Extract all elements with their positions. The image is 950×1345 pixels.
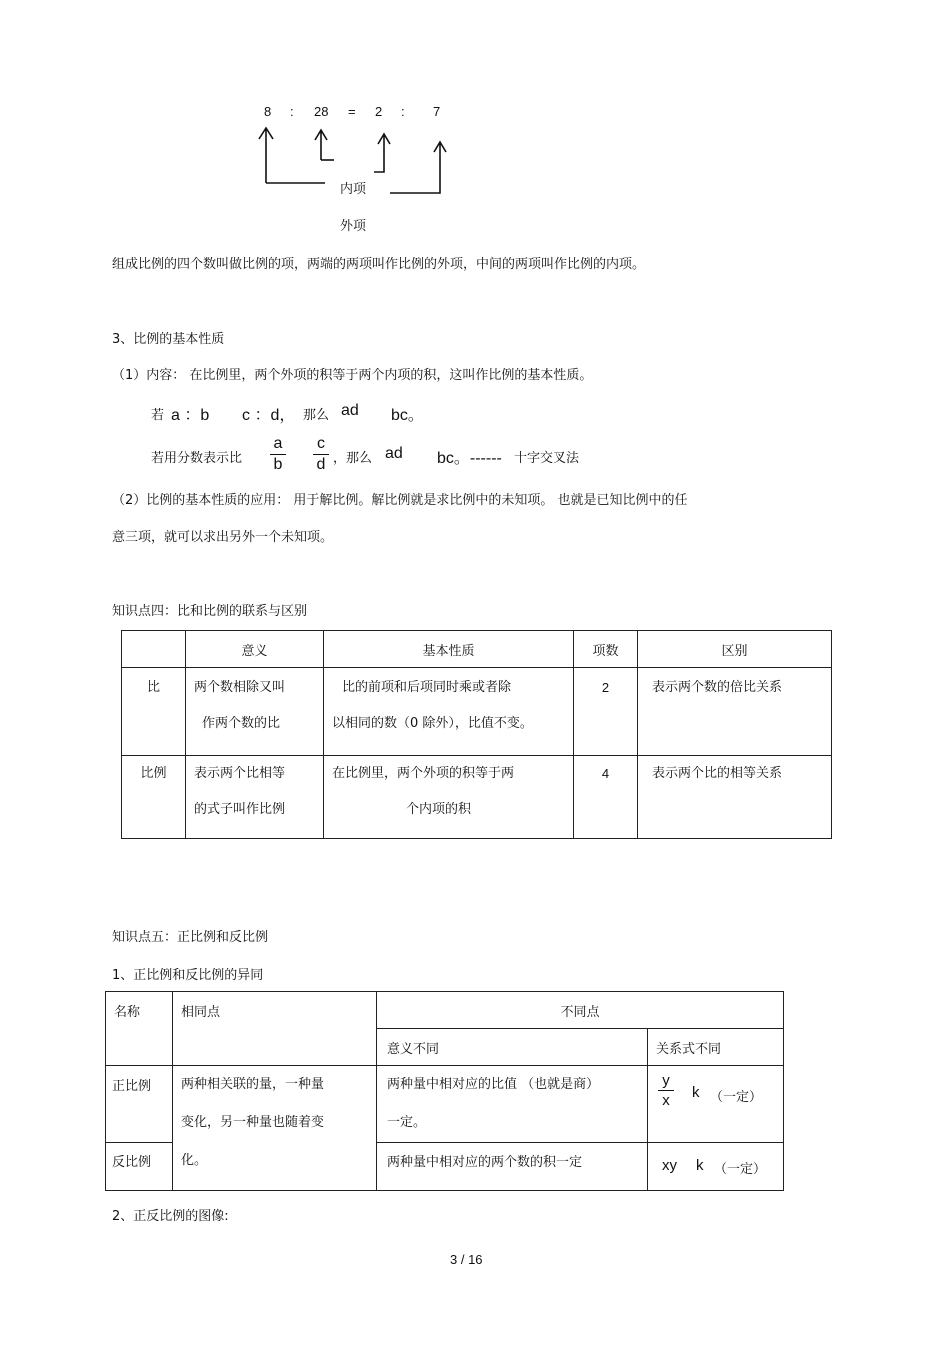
fraction-denominator: d — [316, 456, 326, 473]
diagram-term-1: 8 — [264, 104, 272, 119]
application-paragraph-line-1: （2）比例的基本性质的应用： 用于解比例。解比例就是求比例中的未知项。 也就是已知比例中的任 — [112, 493, 688, 508]
diagram-colon-2: : — [401, 104, 405, 119]
row-meaning — [186, 756, 323, 828]
table-row — [122, 756, 832, 839]
formula-k: k — [696, 1157, 704, 1174]
diagram-term-4: 7 — [433, 104, 441, 119]
row-same — [173, 1066, 377, 1191]
row-property-line: 在比例里，两个外项的积等于两 — [332, 766, 515, 781]
fraction-product-bc: bc。------ — [437, 450, 502, 467]
inner-arrow-left — [315, 130, 327, 160]
table-row — [106, 1066, 784, 1143]
fraction-lead: 若用分数表示比 — [151, 451, 243, 466]
fraction-denominator: b — [273, 456, 283, 473]
fraction-numerator: a — [273, 435, 283, 452]
fraction-bar — [270, 454, 286, 455]
meaning-line: 一定。 — [387, 1115, 427, 1130]
header-same: 相同点 — [173, 992, 377, 1066]
application-paragraph-line-2: 意三项，就可以求出另外一个未知项。 — [112, 530, 334, 545]
header-count: 项数 — [574, 631, 638, 668]
row-count: 4 — [601, 766, 610, 781]
row-difference: 表示两个比的相等关系 — [652, 766, 783, 781]
row-meaning-direct — [377, 1066, 648, 1143]
outer-arrow-right — [390, 142, 446, 193]
same-line: 变化，另一种量也随着变 — [181, 1115, 325, 1130]
row-meaning — [186, 668, 323, 742]
outer-term-label: 外项 — [340, 219, 367, 234]
product-bc: bc。 — [391, 407, 424, 424]
formula-note: （一定） — [714, 1162, 767, 1177]
row-difference: 表示两个数的倍比关系 — [652, 680, 783, 695]
row-formula-inverse — [648, 1143, 784, 1191]
row-name-direct: 正比例 — [106, 1066, 173, 1143]
kp5-subtitle-2: 2、正反比例的图像: — [112, 1209, 229, 1224]
diagram-arrows — [0, 0, 950, 240]
fraction-y-over-x — [658, 1072, 674, 1109]
row-count: 2 — [601, 680, 610, 695]
fraction-bar — [313, 454, 329, 455]
fraction-denominator: x — [662, 1092, 670, 1109]
fraction-numerator: c — [317, 435, 325, 452]
diagram-term-3: 2 — [375, 104, 383, 119]
inner-term-label: 内项 — [340, 182, 367, 197]
header-difference: 区别 — [638, 631, 832, 668]
row-property — [324, 668, 573, 742]
kp5-title: 知识点五：正比例和反比例 — [112, 930, 269, 945]
same-line: 两种相关联的量，一种量 — [181, 1077, 325, 1092]
terms-paragraph: 组成比例的四个数叫做比例的项，两端的两项叫作比例的外项，中间的两项叫作比例的内项。 — [112, 257, 646, 272]
direct-inverse-table — [105, 991, 784, 1191]
row-meaning-inverse: 两种量中相对应的两个数的积一定 — [377, 1143, 648, 1191]
row-property-line: 以相同的数（0 除外），比值不变。 — [332, 716, 533, 731]
row-meaning-line: 的式子叫作比例 — [194, 802, 286, 817]
diagram-equals: = — [348, 104, 356, 119]
ratio-c-d: c ：d， — [242, 407, 296, 424]
row-property-line: 个内项的积 — [406, 802, 472, 817]
header-meaning: 意义 — [186, 631, 324, 668]
ratio-a-b: a ：b — [171, 407, 210, 424]
fraction-product-ad: ad — [385, 445, 403, 462]
meaning-line: 两种量中相对应的比值 （也就是商） — [387, 1077, 600, 1092]
ratio-vs-proportion-table — [121, 630, 832, 839]
then-label: 那么 — [303, 408, 330, 423]
fraction-numerator: y — [662, 1072, 670, 1089]
table-header-row — [122, 631, 832, 668]
kp5-subtitle-1: 1、正比例和反比例的异同 — [112, 968, 264, 983]
fraction-c-over-d — [313, 435, 329, 474]
page-number: 3 / 16 — [450, 1252, 483, 1267]
row-name-inverse: 反比例 — [106, 1143, 173, 1191]
header-meaning-diff: 意义不同 — [377, 1029, 648, 1066]
formula-xy: xy — [662, 1157, 677, 1174]
diagram-term-2: 28 — [314, 104, 329, 119]
header-empty — [122, 631, 186, 668]
row-meaning-line: 两个数相除又叫 — [194, 680, 286, 695]
fraction-a-over-b — [270, 435, 286, 474]
table-row — [122, 668, 832, 756]
outer-arrow-left — [259, 128, 273, 183]
formula-k: k — [692, 1084, 700, 1101]
header-formula-diff: 关系式不同 — [648, 1029, 784, 1066]
inner-arrow-right — [374, 134, 390, 172]
row-property — [324, 756, 573, 828]
row-meaning-line: 表示两个比相等 — [194, 766, 286, 781]
same-line: 化。 — [181, 1153, 208, 1168]
fraction-then-label: ，那么 — [333, 451, 373, 466]
kp4-title: 知识点四：比和比例的联系与区别 — [112, 604, 308, 619]
product-ad: ad — [341, 402, 359, 419]
if-label: 若 — [151, 408, 165, 423]
cross-multiplication-label: 十字交叉法 — [514, 451, 580, 466]
fraction-bar — [658, 1090, 674, 1091]
row-formula-direct — [648, 1066, 784, 1143]
section-3-title: 3、比例的基本性质 — [112, 332, 225, 347]
row-name: 比 — [146, 680, 160, 695]
row-meaning-line: 作两个数的比 — [202, 716, 281, 731]
header-different: 不同点 — [377, 992, 784, 1029]
diagram-colon-1: : — [290, 104, 294, 119]
header-property: 基本性质 — [324, 631, 574, 668]
formula-note: （一定） — [710, 1090, 763, 1105]
row-name: 比例 — [140, 766, 167, 781]
row-property-line: 比的前项和后项同时乘或者除 — [342, 680, 512, 695]
section-3-content: （1）内容： 在比例里，两个外项的积等于两个内项的积，这叫作比例的基本性质。 — [112, 368, 593, 383]
header-name: 名称 — [106, 992, 173, 1066]
